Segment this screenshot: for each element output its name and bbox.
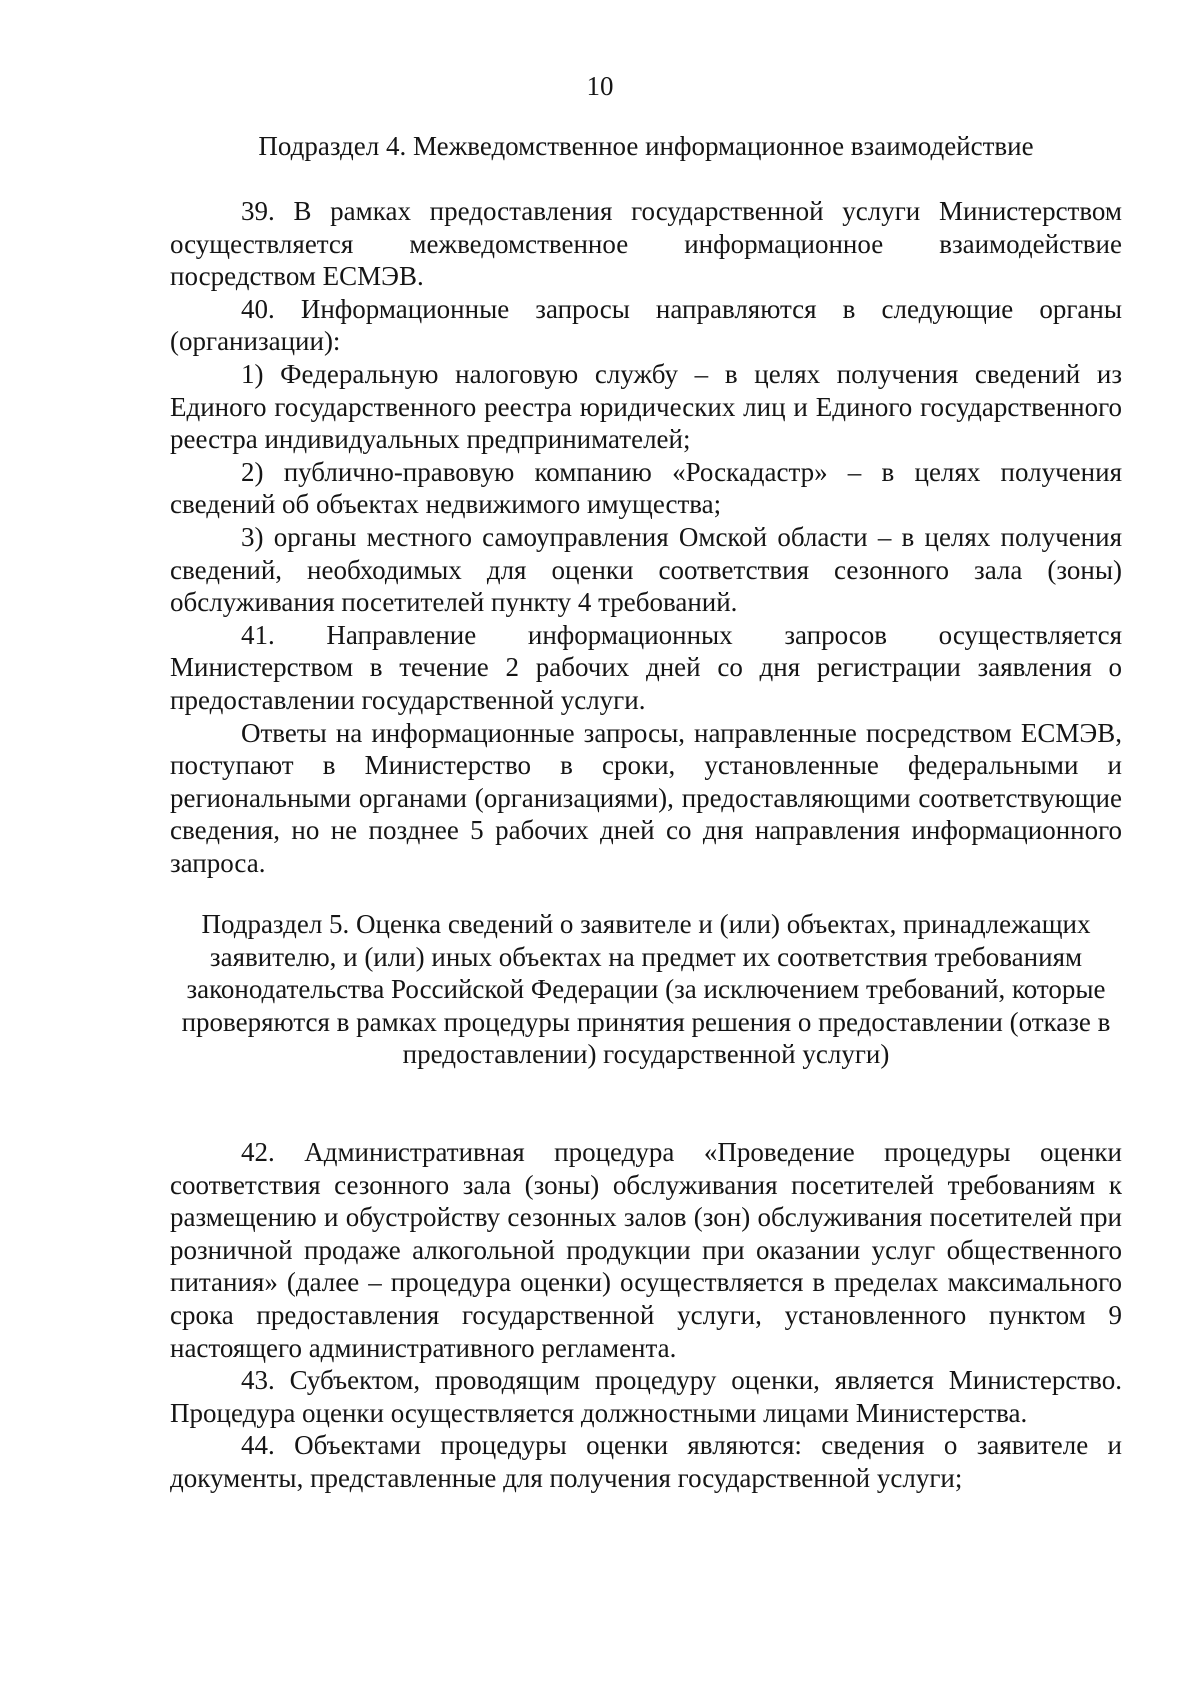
paragraph-43: 43. Субъектом, проводящим процедуру оценки, является Министерство. Процедура оценки осуществляется должностными лицами Министерства. [170, 1365, 1122, 1428]
subsection-4-body [170, 195, 1122, 879]
paragraph-40-item-3: 3) органы местного самоуправления Омской области – в целях получения сведений, необходимых для оценки соответствия сезонного зала (зоны) обслуживания посетителей пункту 4 требований. [170, 521, 1122, 618]
paragraph-40-item-2: 2) публично-правовую компанию «Роскадастр» – в целях получения сведений об объектах недвижимого имущества; [170, 456, 1122, 520]
subsection-5-body [170, 1136, 1122, 1495]
subsection-4-heading: Подраздел 4. Межведомственное информационное взаимодействие [258, 131, 1034, 161]
page-number: 10 [586, 71, 614, 101]
paragraph-44: 44. Объектами процедуры оценки являются: сведения о заявителе и документы, представленные для получения государственной услуги; [170, 1430, 1122, 1493]
subsection-5-heading: Подраздел 5. Оценка сведений о заявителе и (или) объектах, принадлежащих заявителю, и (или) иных объектах на предмет их соответствия требованиям законодательства Российской Федерации (за исключением требований, которые проверяются в рамках процедуры принятия решения о предоставлении (отказе в предоставлении) государственной услуги) [181, 909, 1111, 1070]
paragraph-41-responses: Ответы на информационные запросы, направленные посредством ЕСМЭВ, поступают в Министерство в сроки, установленные федеральными и региональными органами (организациями), предоставляющими соответствующие сведения, но не позднее 5 рабочих дней со дня направления информационного запроса. [170, 717, 1122, 878]
paragraph-40: 40. Информационные запросы направляются в следующие органы (организации): [170, 293, 1122, 357]
paragraph-40-item-1: 1) Федеральную налоговую службу – в целях получения сведений из Единого государственного реестра юридических лиц и Единого государственного реестра индивидуальных предпринимателей; [170, 358, 1122, 455]
paragraph-42: 42. Административная процедура «Проведение процедуры оценки соответствия сезонного зала (зоны) обслуживания посетителей требованиям к размещению и обустройству сезонных залов (зон) обслуживания посетителей при розничной продаже алкогольной продукции при оказании услуг общественного питания» (далее – процедура оценки) осуществляется в пределах максимального срока предоставления государственной услуги, установленного пунктом 9 настоящего административного регламента. [170, 1137, 1122, 1363]
paragraph-39: 39. В рамках предоставления государственной услуги Министерством осуществляется межведомственное информационное взаимодействие посредством ЕСМЭВ. [170, 196, 1122, 292]
paragraph-41: 41. Направление информационных запросов осуществляется Министерством в течение 2 рабочих дней со дня регистрации заявления о предоставлении государственной услуги. [170, 619, 1122, 715]
